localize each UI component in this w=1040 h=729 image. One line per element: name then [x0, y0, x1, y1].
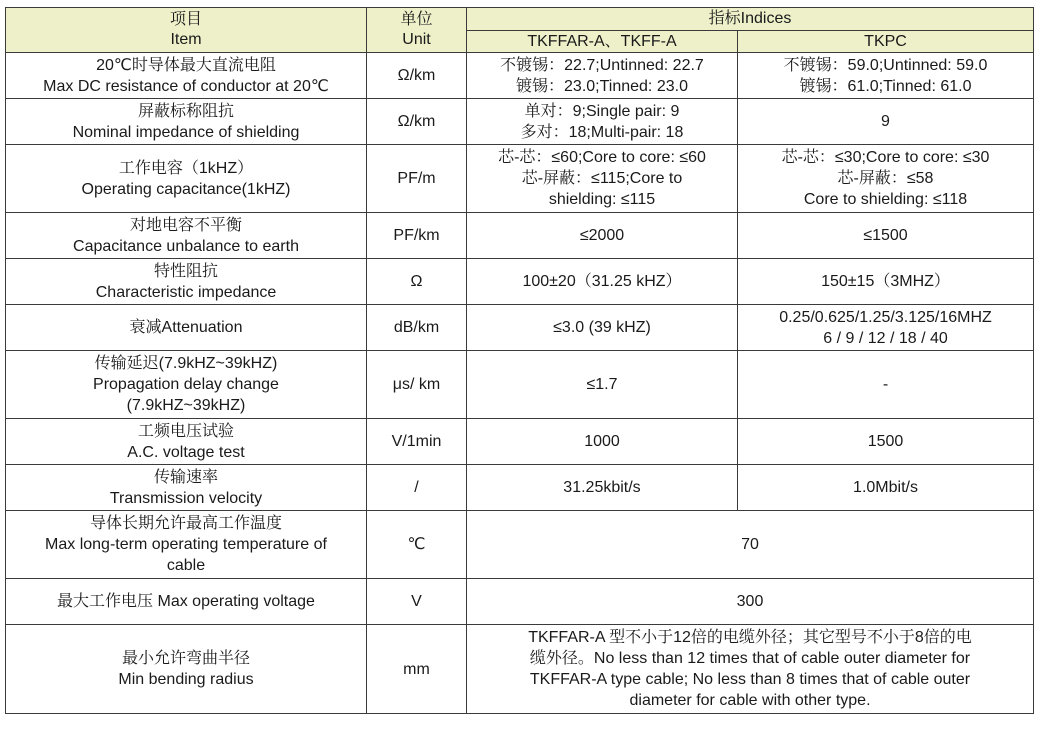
value-cell-b [738, 213, 1034, 259]
value-cell-b [738, 351, 1034, 419]
value-cell-a [467, 145, 738, 213]
table-row [6, 305, 1034, 351]
table-row [6, 145, 1034, 213]
table-row [6, 465, 1034, 511]
item-cell [6, 213, 367, 259]
value-cell-b [738, 99, 1034, 145]
item-cell-line: 最小允许弯曲半径 [121, 650, 250, 667]
value-cell-a-line: 不镀锡：22.7;Untinned: 22.7 [500, 56, 704, 74]
unit-cell: PF/m [367, 145, 467, 213]
header-row-1 [6, 8, 1034, 31]
item-cell-line: Characteristic impedance [95, 283, 277, 301]
header-col-b: TKPC [738, 31, 1034, 53]
item-cell-line: 20℃时导体最大直流电阻 [96, 56, 276, 74]
table-row-merged [6, 625, 1034, 714]
value-cell-a-line: ≤2000 [579, 227, 625, 244]
item-cell-line: Operating capacitance(1kHZ) [81, 180, 291, 198]
value-cell-merged-line: diameter for cable with other type. [629, 692, 871, 709]
value-cell-merged-line: 70 [741, 536, 759, 553]
value-cell-b [738, 259, 1034, 305]
value-cell-a-line: 芯-屏蔽：≤115;Core to [521, 170, 683, 187]
value-cell-b-line: Core to shielding: ≤118 [803, 191, 968, 208]
unit-cell: ℃ [367, 511, 467, 579]
item-cell-line: 屏蔽标称阻抗 [137, 102, 234, 120]
item-cell-line: (7.9kHZ~39kHZ) [126, 397, 246, 414]
value-cell-b-line: 1500 [867, 433, 904, 450]
value-cell-a-line: shielding: ≤115 [548, 191, 656, 208]
item-cell [6, 305, 367, 351]
value-cell-b [738, 419, 1034, 465]
value-cell-merged-line: TKFFAR-A 型不小于12倍的电缆外径；其它型号不小于8倍的电 [528, 629, 972, 646]
value-cell-a-line: 多对：18;Multi-pair: 18 [520, 123, 684, 141]
item-cell [6, 511, 367, 579]
value-cell-b-line: 150±15（3MHZ） [821, 273, 950, 290]
value-cell-a [467, 305, 738, 351]
table-row [6, 351, 1034, 419]
value-cell-a [467, 99, 738, 145]
value-cell-a-line: 1000 [584, 433, 620, 450]
unit-cell: Ω [367, 259, 467, 305]
item-cell [6, 99, 367, 145]
table-row [6, 259, 1034, 305]
unit-cell: V [367, 579, 467, 625]
unit-cell: mm [367, 625, 467, 714]
value-cell-b-line: 1.0Mbit/s [853, 479, 918, 496]
item-cell-line: Max long-term operating temperature of [45, 536, 327, 553]
value-cell-merged-line: 缆外径。No less than 12 times that of cable outer diameter for [529, 650, 971, 667]
value-cell-b-line: - [882, 376, 889, 393]
header-col-a: TKFFAR-A、TKFF-A [467, 31, 738, 53]
unit-cell: Ω/km [367, 99, 467, 145]
item-cell [6, 351, 367, 419]
header-item-cn: 项目 [169, 11, 202, 28]
value-cell-b-line: 镀锡：61.0;Tinned: 61.0 [799, 77, 972, 95]
item-cell [6, 625, 367, 714]
value-cell-a [467, 351, 738, 419]
item-cell-line: Capacitance unbalance to earth [73, 237, 299, 255]
unit-cell: V/1min [367, 419, 467, 465]
item-cell-line: 对地电容不平衡 [129, 216, 242, 234]
item-cell [6, 465, 367, 511]
spec-table [5, 7, 1034, 714]
value-cell-a [467, 259, 738, 305]
item-cell-line: 特性阻抗 [153, 262, 218, 280]
header-unit-cn: 单位 [400, 11, 433, 28]
value-cell-b [738, 305, 1034, 351]
value-cell-a [467, 53, 738, 99]
item-cell-line: 传输速率 [153, 468, 218, 486]
value-cell-b-line: 芯-屏蔽：≤58 [837, 170, 934, 187]
table-row-merged [6, 579, 1034, 625]
unit-cell: PF/km [367, 213, 467, 259]
value-cell-merged [467, 625, 1034, 714]
value-cell-a-line: ≤3.0 (39 kHZ) [553, 319, 651, 336]
value-cell-a-line: 单对：9;Single pair: 9 [524, 102, 680, 120]
value-cell-b-line: 9 [881, 113, 890, 130]
value-cell-a-line: 31.25kbit/s [563, 479, 641, 496]
item-cell [6, 259, 367, 305]
item-cell [6, 145, 367, 213]
item-cell [6, 579, 367, 625]
item-cell [6, 53, 367, 99]
item-cell-line: 工频电压试验 [137, 422, 234, 440]
value-cell-b-line: ≤1500 [863, 227, 908, 244]
item-cell [6, 419, 367, 465]
value-cell-a-line: 芯-芯：≤60;Core to core: ≤60 [498, 149, 706, 166]
value-cell-b-line: 6 / 9 / 12 / 18 / 40 [823, 329, 948, 347]
value-cell-b-line: 不镀锡：59.0;Untinned: 59.0 [783, 56, 988, 74]
table-row [6, 99, 1034, 145]
header-unit-en: Unit [402, 31, 431, 48]
value-cell-a [467, 213, 738, 259]
value-cell-b-line: 0.25/0.625/1.25/3.125/16MHZ [779, 308, 992, 326]
header-item-en: Item [170, 31, 202, 48]
item-cell-line: 工作电容（1kHZ） [118, 159, 254, 177]
header-unit-cell [367, 8, 467, 53]
item-cell-line: 传输延迟(7.9kHZ~39kHZ) [94, 355, 278, 372]
table-row [6, 53, 1034, 99]
item-cell-line: cable [166, 557, 206, 574]
value-cell-b [738, 53, 1034, 99]
value-cell-merged-line: TKFFAR-A type cable; No less than 8 times that of cable outer [529, 671, 971, 688]
header-item-cell [6, 8, 367, 53]
item-cell-line: 最大工作电压 Max operating voltage [57, 593, 315, 610]
item-cell-line: 导体长期允许最高工作温度 [89, 515, 282, 532]
value-cell-merged [467, 511, 1034, 579]
value-cell-merged-line: 300 [736, 593, 764, 610]
table-row [6, 419, 1034, 465]
item-cell-line: Propagation delay change [93, 376, 279, 393]
value-cell-a-line: 100±20（31.25 kHZ） [522, 273, 682, 290]
item-cell-line: Min bending radius [118, 671, 254, 688]
unit-cell: μs/ km [367, 351, 467, 419]
item-cell-line: Transmission velocity [109, 489, 263, 507]
unit-cell: dB/km [367, 305, 467, 351]
table-row-merged [6, 511, 1034, 579]
value-cell-b [738, 145, 1034, 213]
item-cell-line: Max DC resistance of conductor at 20℃ [43, 77, 329, 95]
unit-cell: Ω/km [367, 53, 467, 99]
value-cell-b-line: 芯-芯：≤30;Core to core: ≤30 [781, 149, 990, 166]
header-indices: 指标Indices [467, 8, 1034, 31]
item-cell-line: Nominal impedance of shielding [72, 123, 300, 141]
value-cell-a-line: ≤1.7 [586, 376, 618, 393]
table-row [6, 213, 1034, 259]
value-cell-a [467, 465, 738, 511]
value-cell-a [467, 419, 738, 465]
item-cell-line: A.C. voltage test [127, 443, 245, 461]
unit-cell: / [367, 465, 467, 511]
item-cell-line: 衰减Attenuation [129, 319, 243, 336]
value-cell-b [738, 465, 1034, 511]
value-cell-merged [467, 579, 1034, 625]
value-cell-a-line: 镀锡：23.0;Tinned: 23.0 [516, 77, 688, 95]
